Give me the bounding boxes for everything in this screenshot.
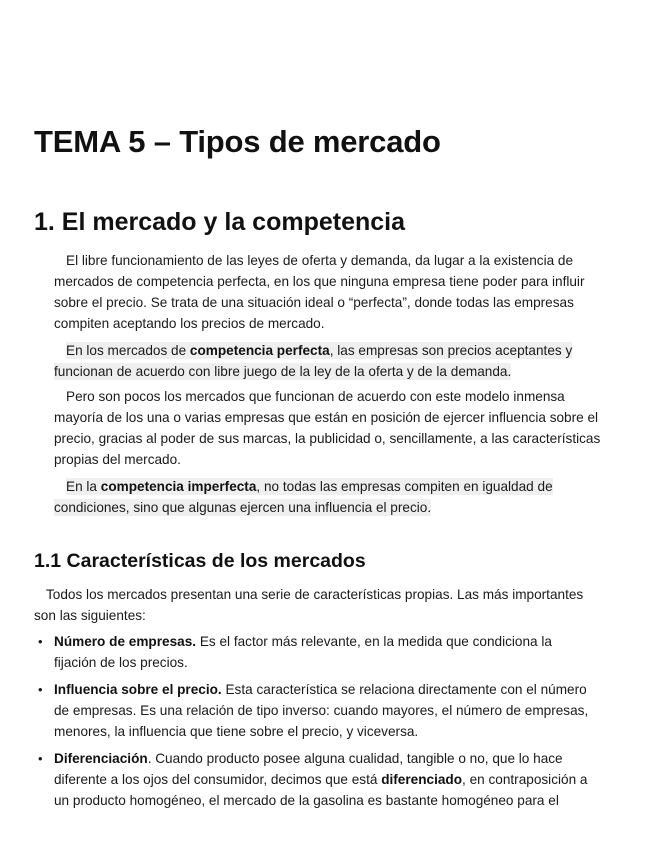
paragraph-text-before: En los mercados de	[66, 343, 190, 358]
list-item-diferenciacion	[34, 748, 596, 811]
highlight-box	[54, 478, 553, 516]
section-heading-mercado-competencia: 1. El mercado y la competencia	[34, 208, 405, 236]
list-item-numero-empresas	[34, 631, 596, 673]
list-item-influencia-precio	[34, 679, 596, 742]
highlight-box	[54, 342, 572, 380]
highlighted-paragraph-competencia-perfecta	[54, 340, 602, 382]
bold-term-influencia-precio: Influencia sobre el precio.	[54, 682, 222, 697]
paragraph-libre-funcionamiento: El libre funcionamiento de las leyes de oferta y demanda, da lugar a la existencia de mercados de competencia perfecta, en los que ninguna empresa tiene poder para influir sobre el precio. Se trata de una situación ideal o “perfecta”, donde todas las empresas compiten aceptando los precios de mercado.	[54, 253, 585, 331]
bullet-icon: •	[38, 634, 43, 649]
bold-term-diferenciacion: Diferenciación	[54, 751, 148, 766]
characteristics-list	[34, 631, 596, 817]
bullet-icon: •	[38, 751, 43, 766]
list-item-text: . Cuando producto posee alguna cualidad, tangible o no, que lo hace diferente a los ojos del consumidor, decimos que está	[54, 751, 563, 787]
document-title: TEMA 5 – Tipos de mercado	[34, 124, 441, 159]
paragraph-pocos-mercados: Pero son pocos los mercados que funcionan de acuerdo con este modelo inmensa mayoría de los una o varias empresas que están en posición de ejercer influencia sobre el precio, gracias al poder de sus marcas, la publicidad o, sencillamente, a las características propias del mercado.	[54, 389, 601, 467]
paragraph-text-before: En la	[66, 479, 101, 494]
paragraph-text-after: , no todas las empresas compiten en igualdad de condiciones, sino que algunas ejercen una influencia el precio.	[54, 479, 553, 515]
bold-term-diferenciado: diferenciado	[381, 772, 463, 787]
list-item-text: Esta característica se relaciona directamente con el número de empresas. Es una relación de tipo inverso: cuando mayores, el número de empresas, menores, la influencia que tiene sobre el precio, y viceversa.	[54, 682, 589, 739]
bold-term-numero-empresas: Número de empresas.	[54, 634, 197, 649]
list-item-text-continued: , en contraposición a un producto homogéneo, el mercado de la gasolina es bastante homogéneo para el	[54, 772, 588, 808]
bullet-icon: •	[38, 682, 43, 697]
subsection-heading-caracteristicas: 1.1 Características de los mercados	[34, 550, 366, 572]
paragraph-text-after: , las empresas son precios aceptantes y funcionan de acuerdo con libre juego de la ley de la oferta y de la demanda.	[54, 343, 573, 379]
bold-term-competencia-imperfecta: competencia imperfecta	[100, 479, 257, 494]
bold-term-competencia-perfecta: competencia perfecta	[189, 343, 330, 358]
paragraph-intro-caracteristicas: Todos los mercados presentan una serie de características propias. Las más importantes son las siguientes:	[34, 587, 584, 623]
list-item-text: Es el factor más relevante, en la medida que condiciona la fijación de los precios.	[54, 634, 552, 670]
highlighted-paragraph-competencia-imperfecta	[54, 476, 602, 518]
